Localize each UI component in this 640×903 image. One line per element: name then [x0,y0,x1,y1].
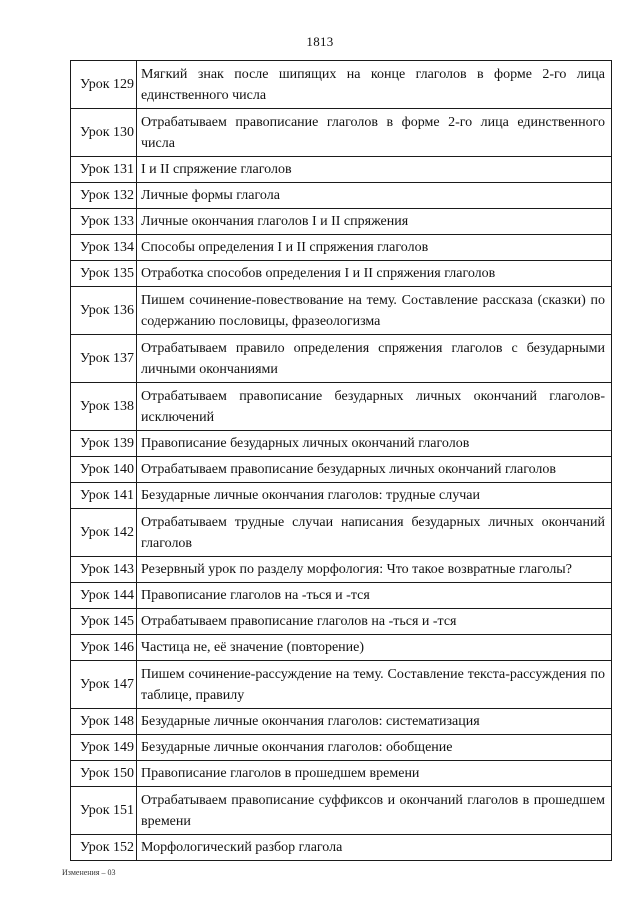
lesson-number: Урок 151 [71,787,137,835]
lesson-row [71,431,612,457]
lesson-number: Урок 131 [71,157,137,183]
lesson-row [71,635,612,661]
lesson-row [71,109,612,157]
lesson-row [71,609,612,635]
lesson-number: Урок 140 [71,457,137,483]
lesson-number: Урок 147 [71,661,137,709]
lesson-number: Урок 129 [71,61,137,109]
lesson-title: Пишем сочинение-рассуждение на тему. Составление текста-рассуждения по таблице, правилу [137,661,612,709]
lesson-number: Урок 148 [71,709,137,735]
lesson-number: Урок 136 [71,287,137,335]
lesson-row [71,483,612,509]
lesson-title: Безударные личные окончания глаголов: трудные случаи [137,483,612,509]
lesson-number: Урок 132 [71,183,137,209]
lesson-number: Урок 150 [71,761,137,787]
lesson-title: Частица не, её значение (повторение) [137,635,612,661]
lesson-number: Урок 135 [71,261,137,287]
lesson-row [71,735,612,761]
lesson-row [71,261,612,287]
lesson-title: Резервный урок по разделу морфология: Что такое возвратные глаголы? [137,557,612,583]
lesson-row [71,209,612,235]
lesson-row [71,335,612,383]
lesson-title: Отрабатываем правописание безударных личных окончаний глаголов [137,457,612,483]
lesson-title: Личные формы глагола [137,183,612,209]
lesson-row [71,61,612,109]
lesson-row [71,557,612,583]
lesson-number: Урок 145 [71,609,137,635]
lesson-title: Мягкий знак после шипящих на конце глаголов в форме 2-го лица единственного числа [137,61,612,109]
lesson-row [71,787,612,835]
lesson-title: I и II спряжение глаголов [137,157,612,183]
lesson-row [71,383,612,431]
lesson-title: Отрабатываем правописание глаголов в форме 2-го лица единственного числа [137,109,612,157]
lesson-number: Урок 146 [71,635,137,661]
lesson-title: Отрабатываем правописание суффиксов и окончаний глаголов в прошедшем времени [137,787,612,835]
lesson-number: Урок 141 [71,483,137,509]
lesson-number: Урок 142 [71,509,137,557]
lesson-number: Урок 144 [71,583,137,609]
lesson-title: Безударные личные окончания глаголов: систематизация [137,709,612,735]
lesson-title: Отрабатываем правописание безударных личных окончаний глаголов-исключений [137,383,612,431]
lesson-title: Отрабатываем правописание глаголов на -ться и -тся [137,609,612,635]
lesson-title: Безударные личные окончания глаголов: обобщение [137,735,612,761]
lesson-number: Урок 143 [71,557,137,583]
lesson-title: Отрабатываем трудные случаи написания безударных личных окончаний глаголов [137,509,612,557]
lesson-row [71,457,612,483]
lesson-row [71,661,612,709]
lessons-table [70,60,612,861]
lesson-row [71,183,612,209]
lesson-number: Урок 139 [71,431,137,457]
lesson-title: Отрабатываем правило определения спряжения глаголов с безударными личными окончаниями [137,335,612,383]
lesson-number: Урок 138 [71,383,137,431]
lesson-title: Пишем сочинение-повествование на тему. Составление рассказа (сказки) по содержанию пословицы, фразеологизма [137,287,612,335]
lesson-number: Урок 137 [71,335,137,383]
lesson-row [71,583,612,609]
lesson-row [71,287,612,335]
lesson-number: Урок 152 [71,835,137,861]
lesson-number: Урок 149 [71,735,137,761]
lesson-row [71,235,612,261]
lesson-title: Правописание глаголов в прошедшем времени [137,761,612,787]
lesson-title: Личные окончания глаголов I и II спряжения [137,209,612,235]
lesson-number: Урок 130 [71,109,137,157]
lesson-title: Правописание глаголов на -ться и -тся [137,583,612,609]
lesson-title: Отработка способов определения I и II спряжения глаголов [137,261,612,287]
lesson-number: Урок 133 [71,209,137,235]
lesson-row [71,761,612,787]
lesson-title: Правописание безударных личных окончаний глаголов [137,431,612,457]
lesson-row [71,709,612,735]
lesson-row [71,157,612,183]
lesson-title: Способы определения I и II спряжения глаголов [137,235,612,261]
lesson-number: Урок 134 [71,235,137,261]
lesson-row [71,835,612,861]
lesson-title: Морфологический разбор глагола [137,835,612,861]
lesson-row [71,509,612,557]
page-number: 1813 [306,34,334,49]
footer-revision-note: Изменения – 03 [62,868,116,877]
lessons-table-body [71,61,612,861]
